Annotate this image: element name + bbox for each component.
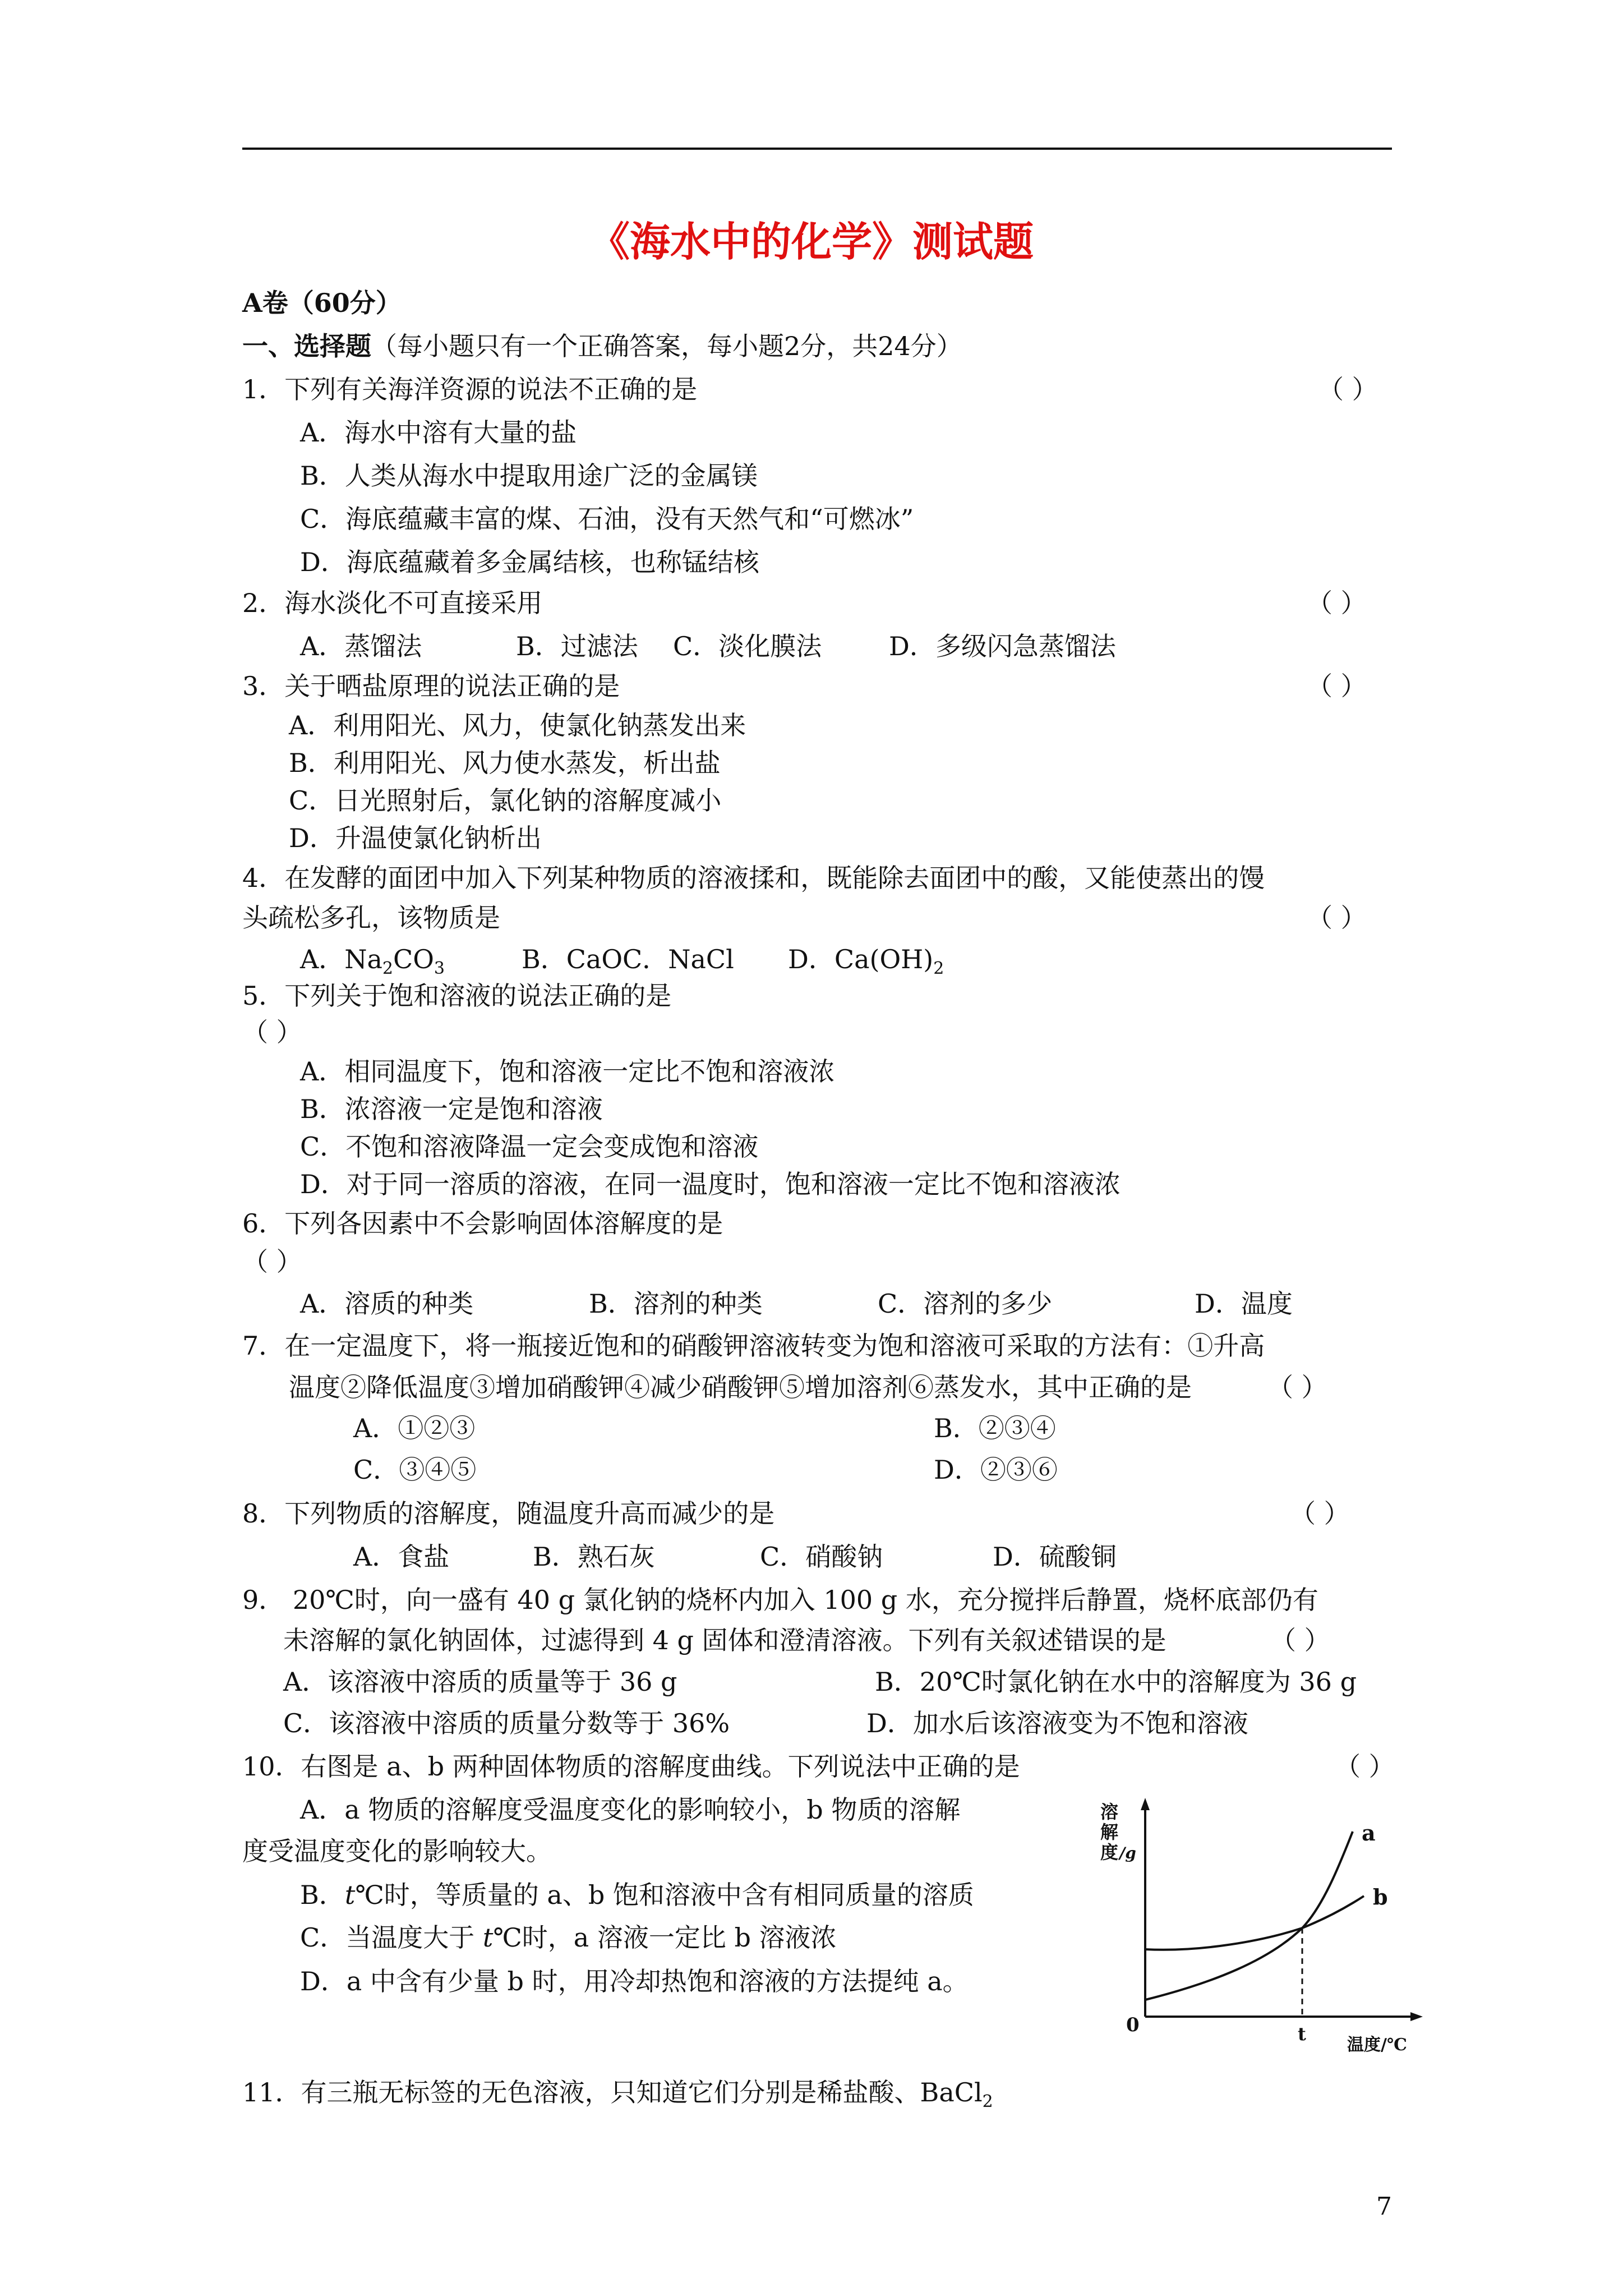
q10-option-a-line1: A．a 物质的溶解度受温度变化的影响较小，b 物质的溶解 — [300, 1795, 961, 1825]
header-rule — [242, 148, 1392, 150]
q4-bracket: （ ） — [1307, 903, 1367, 933]
q7-option-c: C．③④⑤ — [353, 1455, 477, 1485]
q6-option-d: D．温度 — [1195, 1289, 1293, 1319]
q1-option-a: A．海水中溶有大量的盐 — [300, 417, 577, 448]
q3-bracket: （ ） — [1307, 671, 1367, 701]
q10-option-c-var: t — [482, 1922, 494, 1953]
curve-a — [1145, 1832, 1353, 2000]
q9-option-c: C．该溶液中溶质的质量分数等于 36% — [283, 1708, 730, 1738]
q10-option-b-label: B． — [300, 1880, 345, 1910]
q10-bracket: （ ） — [1335, 1751, 1395, 1782]
q4-option-a — [300, 942, 445, 976]
q4-option-b: B．CaO — [522, 944, 623, 974]
q9-line1: 9． 20℃时，向一盛有 40 g 氯化钠的烧杯内加入 100 g 水，充分搅拌后静置，烧杯底部仍有 — [242, 1585, 1318, 1615]
y-axis-label-char-3: 度 — [1100, 1842, 1119, 1863]
q5-option-b: B．浓溶液一定是饱和溶液 — [300, 1094, 603, 1124]
q4-option-d-sub: 2 — [933, 959, 944, 978]
q11-stem-sub: 2 — [982, 2092, 993, 2111]
q2-bracket: （ ） — [1307, 588, 1367, 618]
q6-stem: 6．下列各因素中不会影响固体溶解度的是 — [242, 1208, 723, 1239]
curve-b-label: b — [1373, 1884, 1388, 1910]
curve-b — [1145, 1896, 1364, 1950]
q4-option-a-sub2: 3 — [434, 959, 445, 978]
q1-bracket: （ ） — [1318, 374, 1378, 404]
q9-option-b: B．20℃时氯化钠在水中的溶解度为 36 g — [875, 1667, 1357, 1697]
section1-title: 一、选择题 — [242, 331, 371, 361]
q2-option-c: C．淡化膜法 — [673, 631, 822, 661]
q10-option-a-line2: 度受温度变化的影响较大。 — [242, 1836, 552, 1866]
solubility-graph — [1100, 1798, 1437, 2056]
x-axis-label: 温度/℃ — [1347, 2035, 1407, 2055]
q8-option-d: D．硫酸铜 — [993, 1542, 1117, 1572]
x-axis-arrow — [1410, 2012, 1423, 2021]
y-axis-label — [1100, 1801, 1136, 1863]
q11-stem — [242, 2076, 993, 2109]
q2-option-d: D．多级闪急蒸馏法 — [889, 631, 1116, 661]
q10-option-c-text: ℃时，a 溶液一定比 b 溶液浓 — [493, 1922, 837, 1953]
q9-option-d: D．加水后该溶液变为不饱和溶液 — [866, 1708, 1248, 1738]
t-tick-label: t — [1298, 2023, 1306, 2045]
q10-option-b-var: t — [344, 1880, 356, 1910]
q9-bracket: （ ） — [1270, 1625, 1330, 1655]
q9-option-a: A．该溶液中溶质的质量等于 36 g — [283, 1667, 677, 1697]
q10-option-b — [300, 1878, 974, 1912]
q4-line1: 4．在发酵的面团中加入下列某种物质的溶液揉和，既能除去面团中的酸，又能使蒸出的馒 — [242, 863, 1265, 893]
curve-a-label: a — [1362, 1820, 1376, 1846]
q1-option-c: C．海底蕴藏丰富的煤、石油，没有天然气和“可燃冰” — [300, 504, 914, 534]
q4-option-c: C．NaCl — [623, 944, 734, 974]
q3-option-c: C．日光照射后，氯化钠的溶解度减小 — [289, 785, 722, 816]
q7-option-a: A．①②③ — [353, 1413, 476, 1443]
y-axis-arrow — [1141, 1798, 1150, 1810]
q4-option-a-text: A．Na — [300, 944, 382, 974]
section1-heading — [242, 329, 962, 363]
page-number: 7 — [1376, 2192, 1392, 2221]
q10-option-b-text: ℃时，等质量的 a、b 饱和溶液中含有相同质量的溶质 — [355, 1880, 974, 1910]
q10-option-c-label: C．当温度大于 — [300, 1922, 483, 1953]
q6-option-a: A．溶质的种类 — [300, 1289, 474, 1319]
q6-option-c: C．溶剂的多少 — [878, 1289, 1053, 1319]
q3-option-a: A．利用阳光、风力，使氯化钠蒸发出来 — [289, 710, 746, 740]
q5-bracket: （ ） — [242, 1017, 302, 1047]
q10-option-c — [300, 1921, 837, 1954]
q1-option-b: B．人类从海水中提取用途广泛的金属镁 — [300, 461, 758, 491]
q1-stem: 1．下列有关海洋资源的说法不正确的是 — [242, 374, 698, 404]
q7-line1: 7．在一定温度下，将一瓶接近饱和的硝酸钾溶液转变为饱和溶液可采取的方法有：①升高 — [242, 1331, 1265, 1361]
q5-option-a: A．相同温度下，饱和溶液一定比不饱和溶液浓 — [300, 1056, 835, 1087]
q6-option-b: B．溶剂的种类 — [589, 1289, 763, 1319]
q6-bracket: （ ） — [242, 1246, 302, 1277]
q8-option-b: B．熟石灰 — [533, 1542, 655, 1572]
q3-option-b: B．利用阳光、风力使水蒸发，析出盐 — [289, 748, 721, 778]
y-axis-label-char-1: 溶 — [1100, 1801, 1119, 1823]
q3-stem: 3．关于晒盐原理的说法正确的是 — [242, 671, 620, 701]
q8-option-c: C．硝酸钠 — [760, 1542, 883, 1572]
q8-bracket: （ ） — [1290, 1498, 1350, 1529]
q11-stem-text: 11．有三瓶无标签的无色溶液，只知道它们分别是稀盐酸、BaCl — [242, 2077, 983, 2108]
page-title: 《海水中的化学》测试题 — [589, 218, 1034, 265]
q4-option-d-text: D．Ca(OH) — [788, 944, 934, 974]
q5-option-d: D．对于同一溶质的溶液，在同一温度时，饱和溶液一定比不饱和溶液浓 — [300, 1169, 1121, 1199]
q5-option-c: C．不饱和溶液降温一定会变成饱和溶液 — [300, 1131, 759, 1162]
q7-option-b: B．②③④ — [934, 1413, 1056, 1443]
q2-option-b: B．过滤法 — [516, 631, 638, 661]
q2-option-a: A．蒸馏法 — [300, 631, 422, 661]
section1-note: （每小题只有一个正确答案，每小题2分，共24分） — [371, 331, 962, 361]
q4-option-a-sub1: 2 — [382, 959, 393, 978]
q4-option-d — [788, 942, 944, 976]
q1-option-d: D．海底蕴藏着多金属结核，也称锰结核 — [300, 547, 759, 577]
y-axis-label-char-2: 解 — [1100, 1821, 1119, 1843]
q9-line2: 未溶解的氯化钠固体，过滤得到 4 g 固体和澄清溶液。下列有关叙述错误的是 — [283, 1625, 1166, 1655]
q7-bracket: （ ） — [1267, 1372, 1327, 1402]
q7-line2: 温度②降低温度③增加硝酸钾④减少硝酸钾⑤增加溶剂⑥蒸发水，其中正确的是 — [289, 1372, 1192, 1402]
q4-line2: 头疏松多孔，该物质是 — [242, 903, 500, 933]
q5-stem: 5．下列关于饱和溶液的说法正确的是 — [242, 981, 672, 1011]
q4-option-a-text2: CO — [393, 944, 434, 974]
q10-option-d: D．a 中含有少量 b 时，用冷却热饱和溶液的方法提纯 a。 — [300, 1966, 969, 1996]
q2-stem: 2．海水淡化不可直接采用 — [242, 588, 543, 618]
origin-label: 0 — [1126, 2014, 1140, 2036]
q8-option-a: A．食盐 — [353, 1542, 450, 1572]
q8-stem: 8．下列物质的溶解度，随温度升高而减少的是 — [242, 1498, 775, 1529]
q7-option-d: D．②③⑥ — [934, 1455, 1058, 1485]
q10-stem: 10．右图是 a、b 两种固体物质的溶解度曲线。下列说法中正确的是 — [242, 1751, 1020, 1782]
y-axis-unit: /g — [1119, 1844, 1136, 1862]
q3-option-d: D．升温使氯化钠析出 — [289, 823, 542, 853]
part-a-heading: A卷（60分） — [242, 288, 402, 318]
